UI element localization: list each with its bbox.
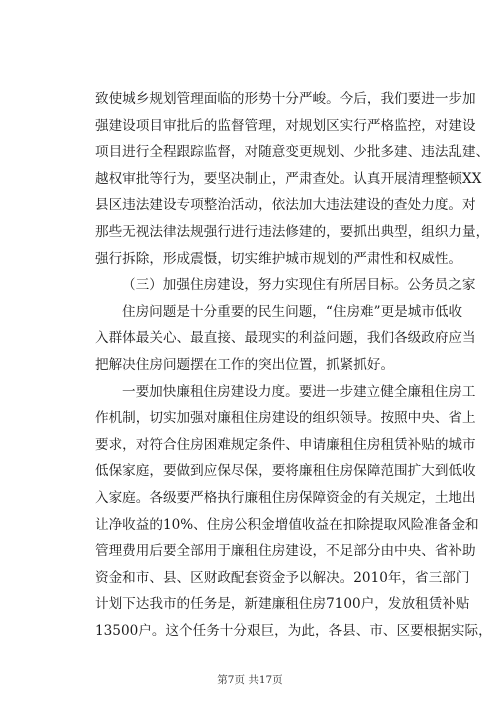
text-line: 一要加快廉租住房建设力度。要进一步建立健全廉租住房工: [122, 383, 476, 400]
page-footer: 第7页 共17页: [217, 674, 283, 686]
text-line: 强建设项目审批后的监督管理，对规划区实行严格监控，对建设: [95, 117, 476, 134]
text-line: 项目进行全程跟踪监督，对随意变更规划、少批多建、违法乱建、: [95, 144, 490, 161]
text-line: 越权审批等行为，要坚决制止，严肃查处。认真开展清理整顿XX: [95, 170, 482, 187]
text-line: 管理费用后要全部用于廉租住房建设，不足部分由中央、省补助: [95, 543, 476, 560]
text-line: 县区违法建设专项整治活动，依法加大违法建设的查处力度。对: [95, 197, 476, 214]
text-line: 13500户。这个任务十分艰巨，为此，各县、市、区要根据实际，: [95, 622, 492, 639]
text-line: 入家庭。各级要严格执行廉租住房保障资金的有关规定，土地出: [95, 489, 476, 506]
text-line: 那些无视法律法规强行进行违法修建的，要抓出典型，组织力量，: [95, 223, 490, 240]
section-heading: （三）加强住房建设，努力实现住有所居目标。公务员之家: [122, 277, 476, 294]
text-line: 计划下达我市的任务是，新建廉租住房7100户，发放租赁补贴: [95, 596, 470, 613]
text-line: 作机制，切实加强对廉租住房建设的组织领导。按照中央、省上: [95, 410, 476, 427]
text-line: 住房问题是十分重要的民生问题，“住房难”更是城市低收: [122, 303, 463, 320]
text-line: 入群体最关心、最直接、最现实的利益问题，我们各级政府应当: [95, 330, 476, 347]
document-body: [95, 86, 492, 644]
text-line: 强行拆除，形成震慑，切实维护城市规划的严肃性和权威性。: [95, 250, 463, 267]
text-line: 要求，对符合住房困难规定条件、申请廉租住房租赁补贴的城市: [95, 436, 476, 453]
text-line: 低保家庭，要做到应保尽保，要将廉租住房保障范围扩大到低收: [95, 463, 476, 480]
text-line: 把解决住房问题摆在工作的突出位置，抓紧抓好。: [95, 356, 395, 373]
text-line: 资金和市、县、区财政配套资金予以解决。2010年，省三部门: [95, 569, 470, 586]
text-line: 致使城乡规划管理面临的形势十分严峻。今后，我们要进一步加: [95, 91, 476, 107]
text-line: 让净收益的10%、住房公积金增值收益在扣除提取风险准备金和: [95, 516, 479, 533]
